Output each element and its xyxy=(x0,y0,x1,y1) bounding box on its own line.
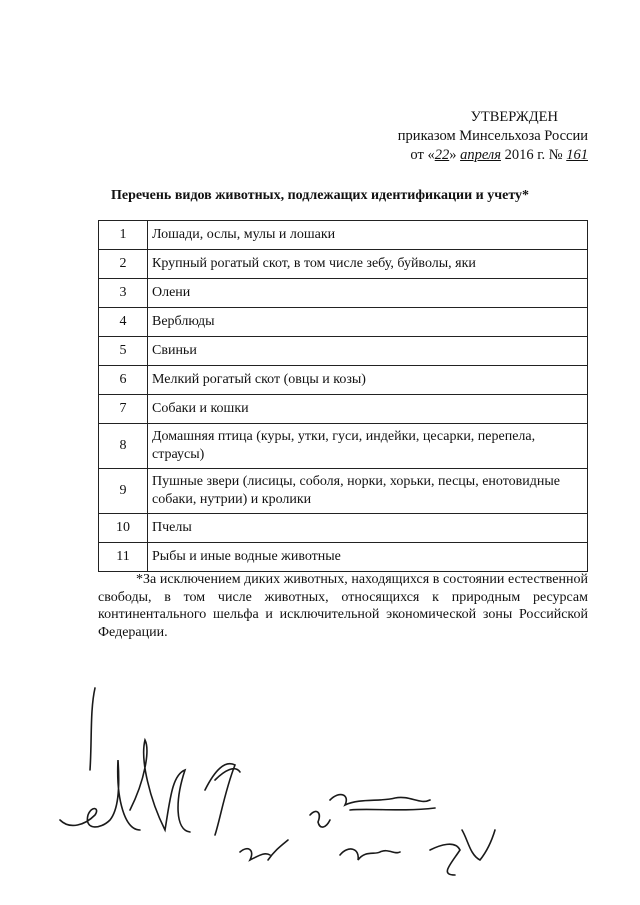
row-text: Пушные звери (лисицы, соболя, норки, хорьки, песцы, енотовидные собаки, нутрии) и кролики xyxy=(148,469,588,514)
row-text: Мелкий рогатый скот (овцы и козы) xyxy=(148,366,588,395)
row-number: 2 xyxy=(99,250,148,279)
table-row xyxy=(99,308,588,337)
table-row xyxy=(99,221,588,250)
table-row xyxy=(99,514,588,543)
row-text: Домашняя птица (куры, утки, гуси, индейки, цесарки, перепела, страусы) xyxy=(148,424,588,469)
order-line: приказом Минсельхоза России xyxy=(397,128,588,144)
footnote: *За исключением диких животных, находящихся в состоянии естественной свободы, в том числе животных, относящихся к природным ресурсам континентального шельфа и исключительной экономической зоны Российской Федерации. xyxy=(98,572,588,640)
animal-list-table xyxy=(98,220,588,572)
table-row xyxy=(99,424,588,469)
row-number: 5 xyxy=(99,337,148,366)
row-number: 8 xyxy=(99,424,148,469)
row-number: 6 xyxy=(99,366,148,395)
document-title: Перечень видов животных, подлежащих идентификации и учету* xyxy=(110,188,530,203)
table-row xyxy=(99,543,588,572)
table-row xyxy=(99,337,588,366)
order-day: 22 xyxy=(434,147,450,163)
row-text: Свиньи xyxy=(148,337,588,366)
approval-block xyxy=(348,108,588,165)
table-row xyxy=(99,395,588,424)
row-text: Собаки и кошки xyxy=(148,395,588,424)
approved-heading: УТВЕРЖДЕН xyxy=(470,109,558,125)
signatures-image xyxy=(0,680,640,905)
row-number: 7 xyxy=(99,395,148,424)
row-text: Олени xyxy=(148,279,588,308)
order-date: от «22» апреля 2016 г. № 161 xyxy=(410,147,588,163)
order-month: апреля xyxy=(460,147,501,163)
animal-list-body xyxy=(99,221,588,572)
row-number: 11 xyxy=(99,543,148,572)
row-text: Рыбы и иные водные животные xyxy=(148,543,588,572)
row-number: 3 xyxy=(99,279,148,308)
table-row xyxy=(99,279,588,308)
row-number: 10 xyxy=(99,514,148,543)
table-row xyxy=(99,366,588,395)
row-number: 1 xyxy=(99,221,148,250)
order-number: 161 xyxy=(566,147,588,163)
row-number: 9 xyxy=(99,469,148,514)
row-number: 4 xyxy=(99,308,148,337)
row-text: Крупный рогатый скот, в том числе зебу, буйволы, яки xyxy=(148,250,588,279)
table-row xyxy=(99,469,588,514)
row-text: Верблюды xyxy=(148,308,588,337)
row-text: Пчелы xyxy=(148,514,588,543)
row-text: Лошади, ослы, мулы и лошаки xyxy=(148,221,588,250)
table-row xyxy=(99,250,588,279)
